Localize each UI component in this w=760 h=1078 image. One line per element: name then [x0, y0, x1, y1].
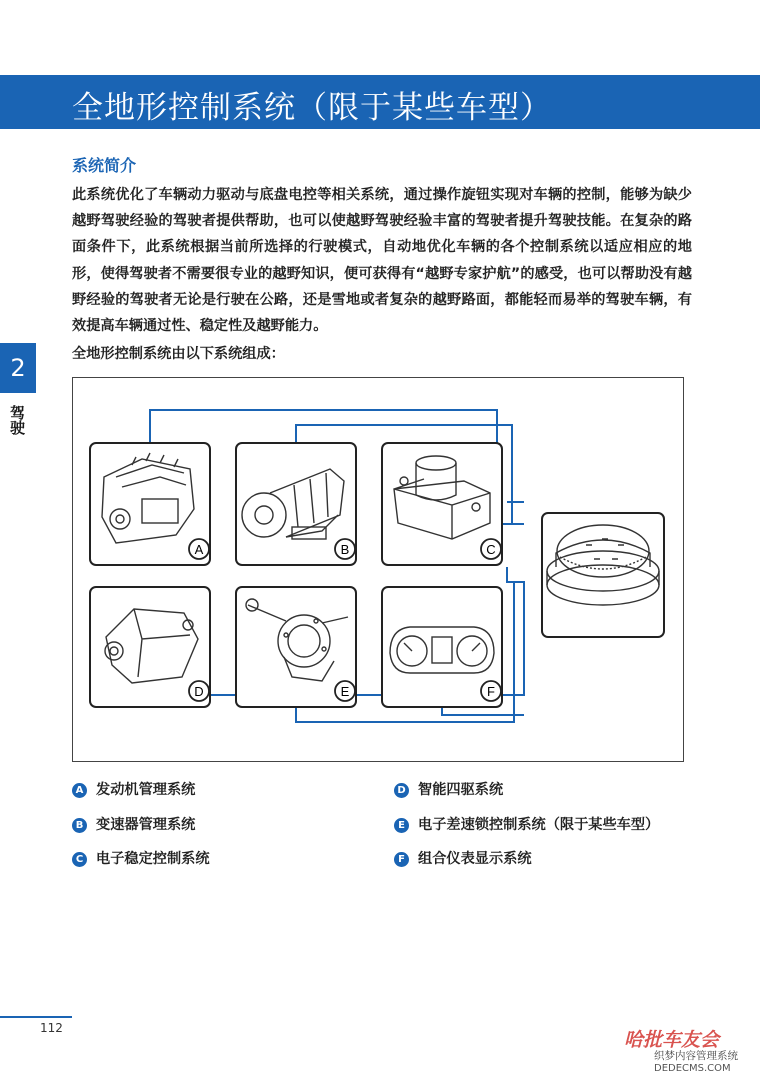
panel-f: [382, 587, 502, 707]
section-heading: 系统简介: [72, 156, 137, 175]
letter-e-badge-icon: E: [394, 818, 409, 833]
system-diagram: [72, 377, 684, 762]
knob-panel: [542, 513, 664, 637]
panel-d: [90, 587, 210, 707]
panel-a-letter: A: [194, 542, 204, 557]
footer-rule: [0, 1016, 72, 1018]
legend-label: 智能四驱系统: [418, 782, 504, 798]
legend-item-d: [394, 779, 503, 799]
legend-item-a: [72, 779, 195, 799]
panel-c-letter: C: [486, 542, 496, 557]
letter-f-badge-icon: F: [394, 852, 409, 867]
page-title: 全地形控制系统（限于某些车型）: [72, 90, 552, 126]
legend-label: 变速器管理系统: [96, 817, 196, 833]
chapter-label: 驾驶: [8, 405, 26, 435]
watermark-logo: [620, 1026, 760, 1074]
letter-b-badge-icon: B: [72, 818, 87, 833]
page-number: 112: [40, 1021, 63, 1035]
letter-c-badge-icon: C: [72, 852, 87, 867]
letter-d-badge-icon: D: [394, 783, 409, 798]
panel-b: [236, 443, 356, 565]
panel-c: [382, 443, 502, 565]
legend-label: 组合仪表显示系统: [418, 851, 532, 867]
panel-e: [236, 587, 356, 707]
letter-a-badge-icon: A: [72, 783, 87, 798]
watermark-line3: DEDECMS.COM: [654, 1063, 731, 1074]
intro-paragraph: 此系统优化了车辆动力驱动与底盘电控等相关系统，通过操作旋钮实现对车辆的控制，能够为缺少越野驾驶经验的驾驶者提供帮助，也可以使越野驾驶经验丰富的驾驶者提升驾驶技能。在复杂的路面条件下，此系统根据当前所选择的行驶模式，自动地优化车辆的各个控制系统以适应相应的地形，使得驾驶者不需要很专业的越野知识，便可获得有“越野专家护航”的感受，也可以帮助没有越野经验的驾驶者无论是行驶在公路，还是雪地或者复杂的越野路面，都能轻而易举的驾驶车辆，有效提高车辆通过性、稳定性及越野能力。: [72, 187, 692, 335]
panel-a: [90, 443, 210, 565]
watermark-line2: 织梦内容管理系统: [654, 1050, 738, 1062]
components-lead: 全地形控制系统由以下系统组成：: [72, 346, 285, 362]
panel-d-letter: D: [194, 684, 204, 699]
legend-label: 电子稳定控制系统: [96, 851, 210, 867]
panel-f-letter: F: [487, 684, 495, 699]
legend-label: 发动机管理系统: [96, 782, 196, 798]
panel-b-letter: B: [340, 542, 350, 557]
watermark-line1: 哈批车友会: [624, 1029, 720, 1051]
legend-item-e: [394, 814, 659, 834]
panel-e-letter: E: [340, 684, 350, 699]
legend-label: 电子差速锁控制系统（限于某些车型）: [418, 817, 660, 833]
legend-item-f: [394, 848, 532, 868]
legend-item-c: [72, 848, 210, 868]
chapter-tab[interactable]: 2: [0, 343, 36, 393]
legend-item-b: [72, 814, 195, 834]
